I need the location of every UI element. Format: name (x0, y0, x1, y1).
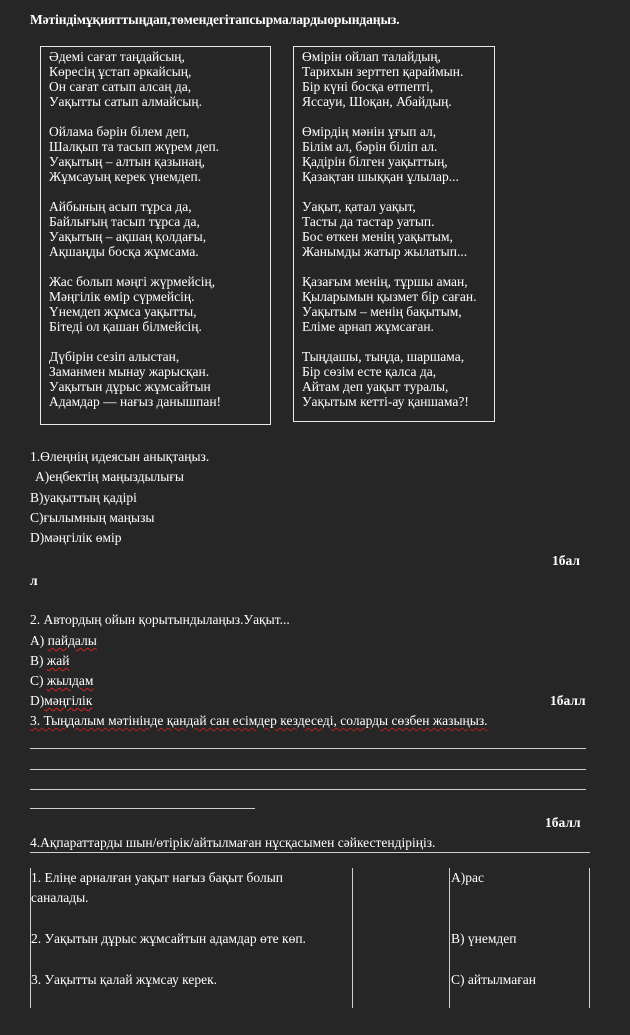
table-col-line-3 (449, 868, 450, 1008)
q2-option-a: А) пайдалы (30, 633, 97, 648)
poem-right-line: Өмірін ойлап талайдың, (302, 49, 441, 64)
poem-left-line: Заманмен мынау жарысқан. (49, 364, 210, 379)
poem-right-line: Уақыт, қатал уақыт, (302, 199, 416, 214)
question-3: 3. Тыңдалым мәтінінде қандай сан есімдер кездеседі, соларды сөзбен жазыңыз. (30, 713, 488, 728)
q1-score: 1бал (552, 553, 580, 568)
poem-left-line: Үнемдеп жұмса уақытты, (49, 304, 197, 319)
question-4: 4.Ақпараттарды шын/өтірік/айтылмаған нұсқасымен сәйкестендіріңіз. (30, 835, 436, 850)
poem-left-stanza (49, 349, 270, 409)
q1-option-b: B)уақыттың қадірі (30, 490, 137, 505)
poem-right-stanza (302, 349, 494, 409)
poem-left-box (40, 46, 271, 425)
table-top-rule (30, 852, 590, 853)
poem-right-line: Тасты да тастар уатып. (302, 214, 435, 229)
table-row-1-answer: А)рас (451, 870, 484, 885)
poem-right-line: Қазағым менің, тұршы аман, (302, 274, 468, 289)
poem-right-line: Өмірдің мәнін ұғып ал, (302, 124, 437, 139)
poem-right-line: Білім ал, бәрін біліп ал. (302, 139, 438, 154)
answer-line-1 (30, 748, 586, 749)
poem-left-line: Әдемі сағат таңдайсың, (49, 49, 185, 64)
poem-left-stanza (49, 199, 270, 259)
poem-left-line: Жас болып мәңгі жүрмейсің, (49, 274, 216, 289)
page-title: Мәтіндімұқияттыңдап,төмендегітапсырмалардыорындаңыз. (30, 12, 400, 27)
poem-left-line: Жұмсауың керек үнемдеп. (49, 169, 202, 184)
table-row-3-statement: 3. Уақытты қалай жұмсау керек. (31, 972, 218, 987)
poem-right-stanza (302, 274, 494, 334)
poem-right-stanza (302, 199, 494, 259)
poem-left-line: Бітеді ол қашан білмейсің. (49, 319, 202, 334)
poem-left-line: Мәңгілік өмір сүрмейсің. (49, 289, 195, 304)
poem-left-line: Көресің ұстап әркайсың, (49, 64, 192, 79)
q2-option-c: С) жылдам (30, 673, 94, 688)
table-row-2-statement: 2. Уақытын дұрыс жұмсайтын адамдар өте көп. (31, 931, 306, 946)
poem-left-line: Шалқып та тасып жүрем деп. (49, 139, 220, 154)
poem-right-line: Айтам деп уақыт туралы, (302, 379, 449, 394)
poem-right-line: Жанымды жатыр жылатып... (302, 244, 468, 259)
poem-right-line: Бір күні босқа өтпепті, (302, 79, 434, 94)
poem-right-line: Яссауи, Шоқан, Абайдың. (302, 94, 452, 109)
poem-right-stanza (302, 49, 494, 109)
poem-right-line: Еліме арнап жұмсаған. (302, 319, 434, 334)
poem-left-stanza (49, 49, 270, 109)
poem-left-line: Адамдар — нағыз данышпан! (49, 394, 222, 409)
poem-left-line: Уақытын дұрыс жұмсайтын (49, 379, 211, 394)
answer-line-3 (30, 789, 586, 790)
q2-option-b: В) жай (30, 653, 70, 668)
table-row-1-statement: 1. Еліңе арналған уақыт нағыз бақыт болып саналады. (31, 870, 284, 905)
poem-left-stanza (49, 124, 270, 184)
poem-left-line: Он сағат сатып алсаң да, (49, 79, 192, 94)
q1-score-cont: л (30, 573, 38, 588)
poem-right-line: Тыңдашы, тыңда, шаршама, (302, 349, 465, 364)
poem-right-stanza (302, 124, 494, 184)
poem-left-line: Дүбірін сезіп алыстан, (49, 349, 180, 364)
q3-score: 1балл (545, 815, 581, 830)
poem-right-box (293, 46, 495, 422)
poem-left-line: Айбының асып тұрса да, (49, 199, 192, 214)
poem-right-line: Уақытым – менің бақытым, (302, 304, 462, 319)
q1-option-a: A)еңбектің маңыздылығы (35, 469, 184, 484)
q1-option-d: D)мәңгілік өмір (30, 530, 122, 545)
q1-option-c: C)ғылымның маңызы (30, 510, 155, 525)
poem-right-line: Қазақтан шыққан ұлылар... (302, 169, 459, 184)
poem-left-line: Ақшаңды босқа жұмсама. (49, 244, 199, 259)
poem-left-line: Байлығың тасып тұрса да, (49, 214, 200, 229)
question-2: 2. Автордың ойын қорытындылаңыз.Уақыт... (30, 612, 290, 627)
answer-line-4 (30, 808, 255, 809)
poem-left-line: Уақытың – алтын қазынаң, (49, 154, 206, 169)
poem-left-line: Ойлама бәрін білем деп, (49, 124, 190, 139)
poem-right-line: Тарихын зерттеп қараймын. (302, 64, 464, 79)
poem-right-line: Қыларымын қызмет бір саған. (302, 289, 477, 304)
poem-right-line: Қадірін білген уақыттың, (302, 154, 448, 169)
table-col-line-2 (352, 868, 353, 1008)
question-1: 1.Өлеңнің идеясын анықтаңыз. (30, 449, 210, 464)
table-col-line-4 (589, 868, 590, 1008)
poem-right-line: Бір сөзім есте қалса да, (302, 364, 437, 379)
poem-left-line: Уақытың – ақшаң қолдағы, (49, 229, 207, 244)
poem-right-line: Бос өткен менің уақытым, (302, 229, 453, 244)
poem-left-stanza (49, 274, 270, 334)
table-row-2-answer: В) үнемдеп (451, 931, 517, 946)
answer-line-2 (30, 769, 586, 770)
poem-right-line: Уақытым кетті-ау қаншама?! (302, 394, 469, 409)
table-row-3-answer: С) айтылмаған (451, 972, 536, 987)
poem-left-line: Уақытты сатып алмайсың. (49, 94, 202, 109)
q2-option-d: D)мәңгілік (30, 693, 93, 708)
q2-score: 1балл (550, 693, 586, 708)
